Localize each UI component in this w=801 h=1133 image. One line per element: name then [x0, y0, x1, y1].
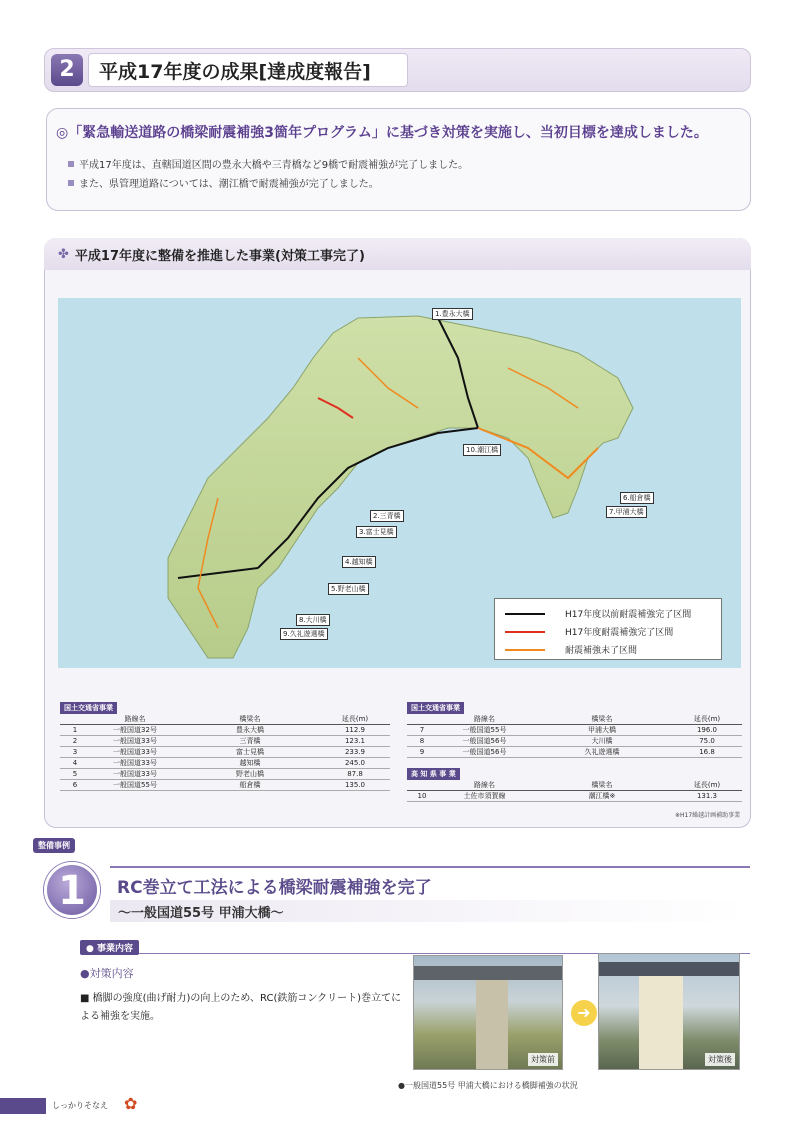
table-header	[407, 714, 437, 725]
table-cell: 野老山橋	[180, 769, 320, 780]
bullet-text: また、県管理道路については、潮江橋で耐震補強が完了しました。	[79, 179, 379, 190]
bullet-text: 平成17年度は、直轄国道区間の豊永大橋や三青橋など9橋で耐震補強が完了しました。	[79, 160, 469, 171]
table-cell: 75.0	[672, 736, 742, 747]
table-cell: 一般国道33号	[90, 736, 180, 747]
photo-after	[598, 953, 740, 1070]
table-cell: 一般国道55号	[90, 780, 180, 791]
table-cell: 3	[60, 747, 90, 758]
pier-shape	[639, 976, 683, 1070]
table-cell: 4	[60, 758, 90, 769]
table-cell: 潮江橋※	[532, 791, 672, 802]
table-cell: 久礼遊選橋	[532, 747, 672, 758]
table-row	[407, 736, 742, 747]
table-cell: 一般国道56号	[437, 736, 532, 747]
panel-title-text: 平成17年度に整備を推進した事業(対策工事完了)	[74, 248, 365, 264]
section-underline	[80, 940, 750, 954]
table-row	[60, 747, 390, 758]
summary-bullet	[68, 156, 468, 171]
table-cell: 大川橋	[532, 736, 672, 747]
bridge-deck-shape	[599, 962, 740, 976]
arrow-right-icon: ➜	[571, 1000, 597, 1026]
section-number: 2	[51, 54, 83, 86]
table-cell: 16.8	[672, 747, 742, 758]
table-row	[60, 780, 390, 791]
bridge-label: 6.船倉橋	[620, 492, 654, 504]
table-header-row	[407, 714, 742, 725]
section-title: 平成17年度の成果[達成度報告]	[88, 53, 408, 87]
table-cell: 112.9	[320, 725, 390, 736]
table-header: 延長(m)	[320, 714, 390, 725]
table-cell: 6	[60, 780, 90, 791]
legend-item	[505, 643, 637, 656]
measure-text: ■ 橋脚の強度(曲げ耐力)の向上のため、RC(鉄筋コンクリート)巻立てによる補強を実施。	[80, 993, 402, 1022]
table-cell: 船倉橋	[180, 780, 320, 791]
table-cell: 越知橋	[180, 758, 320, 769]
table-cell: 甲浦大橋	[532, 725, 672, 736]
bridge-label: 5.野老山橋	[328, 583, 369, 595]
table-tag: 国土交通省事業	[407, 702, 464, 714]
table-header: 延長(m)	[672, 714, 742, 725]
photo-caption: ●一般国道55号 甲浦大橋における橋脚補強の状況	[398, 1081, 578, 1090]
case-tag: 整備事例	[33, 838, 75, 853]
legend-swatch	[505, 631, 545, 633]
table-header: 橋梁名	[180, 714, 320, 725]
case-number-badge: 1	[44, 862, 100, 918]
table-header: 延長(m)	[672, 780, 742, 791]
table-note: ※H17繰越計画補助事業	[675, 812, 741, 819]
table-cell: 一般国道33号	[90, 747, 180, 758]
table-cell: 一般国道56号	[437, 747, 532, 758]
table-cell: 一般国道55号	[437, 725, 532, 736]
table-cell: 87.8	[320, 769, 390, 780]
table-cell: 富士見橋	[180, 747, 320, 758]
table-header	[60, 714, 90, 725]
table-cell: 245.0	[320, 758, 390, 769]
bridge-table-left	[60, 714, 390, 791]
table-tag: 高 知 県 事 業	[407, 768, 460, 780]
table-header: 路線名	[437, 780, 532, 791]
map-legend	[494, 598, 722, 660]
summary-bullet	[68, 175, 379, 190]
table-row	[60, 725, 390, 736]
measure-heading: ●対策内容	[80, 967, 134, 980]
table-cell: 一般国道33号	[90, 769, 180, 780]
bridge-label: 7.甲浦大橋	[606, 506, 647, 518]
photo-before	[413, 955, 563, 1070]
table-row	[407, 725, 742, 736]
table-cell: 7	[407, 725, 437, 736]
footer-text: しっかりそなえ	[52, 1101, 108, 1110]
bridge-label: 3.富士見橋	[356, 526, 397, 538]
bridge-label: 1.豊永大橋	[432, 308, 473, 320]
table-cell: 123.1	[320, 736, 390, 747]
case-divider	[110, 866, 750, 868]
table-cell: 9	[407, 747, 437, 758]
table-header-row	[60, 714, 390, 725]
table-row	[60, 769, 390, 780]
table-cell: 196.0	[672, 725, 742, 736]
table-cell: 一般国道32号	[90, 725, 180, 736]
case-title: RC巻立て工法による橋梁耐震補強を完了	[117, 878, 432, 898]
flower-icon: ✤	[58, 246, 69, 262]
pier-shape	[476, 980, 508, 1070]
legend-item	[505, 607, 691, 620]
table-row	[407, 791, 742, 802]
bridge-label: 4.越知橋	[342, 556, 376, 568]
table-header	[407, 780, 437, 791]
panel-title	[44, 238, 751, 270]
table-cell: 三青橋	[180, 736, 320, 747]
mascot-icon: ✿	[124, 1094, 138, 1113]
bridge-label: 2.三青橋	[370, 510, 404, 522]
table-header-row	[407, 780, 742, 791]
table-cell: 豊永大橋	[180, 725, 320, 736]
table-cell: 8	[407, 736, 437, 747]
table-header: 橋梁名	[532, 714, 672, 725]
case-subtitle: 〜一般国道55号 甲浦大橋〜	[110, 900, 750, 922]
table-cell: 一般国道33号	[90, 758, 180, 769]
legend-item	[505, 625, 673, 638]
table-header: 路線名	[90, 714, 180, 725]
table-cell: 1	[60, 725, 90, 736]
bullet-square-icon	[68, 180, 74, 186]
legend-swatch	[505, 649, 545, 651]
table-row	[60, 758, 390, 769]
legend-label: H17年度耐震補強完了区間	[565, 628, 674, 638]
bridge-table-right	[407, 714, 742, 758]
table-header: 路線名	[437, 714, 532, 725]
table-cell: 土佐市須賀線	[437, 791, 532, 802]
summary-headline: ◎「緊急輸送道路の橋梁耐震補強3箇年プログラム」に基づき対策を実施し、当初目標を達成しました。	[56, 125, 708, 141]
table-cell: 5	[60, 769, 90, 780]
photo-label: 対策前	[528, 1053, 558, 1066]
table-cell: 233.9	[320, 747, 390, 758]
bridge-label: 9.久礼遊選橋	[280, 628, 328, 640]
legend-label: H17年度以前耐震補強完了区間	[565, 610, 692, 620]
bullet-square-icon	[68, 161, 74, 167]
bridge-label: 8.大川橋	[296, 614, 330, 626]
table-row	[60, 736, 390, 747]
table-row	[407, 747, 742, 758]
table-cell: 135.0	[320, 780, 390, 791]
table-tag: 国土交通省事業	[60, 702, 117, 714]
bridge-deck-shape	[414, 966, 563, 980]
table-cell: 2	[60, 736, 90, 747]
table-header: 橋梁名	[532, 780, 672, 791]
bridge-label: 10.潮江橋	[463, 444, 501, 456]
legend-swatch	[505, 613, 545, 615]
table-cell: 131.3	[672, 791, 742, 802]
section-tag: ● 事業内容	[80, 940, 139, 955]
bridge-table-kochi	[407, 780, 742, 802]
legend-label: 耐震補強未了区間	[565, 646, 638, 656]
table-cell: 10	[407, 791, 437, 802]
footer-bar	[0, 1098, 46, 1114]
photo-label: 対策後	[705, 1053, 735, 1066]
